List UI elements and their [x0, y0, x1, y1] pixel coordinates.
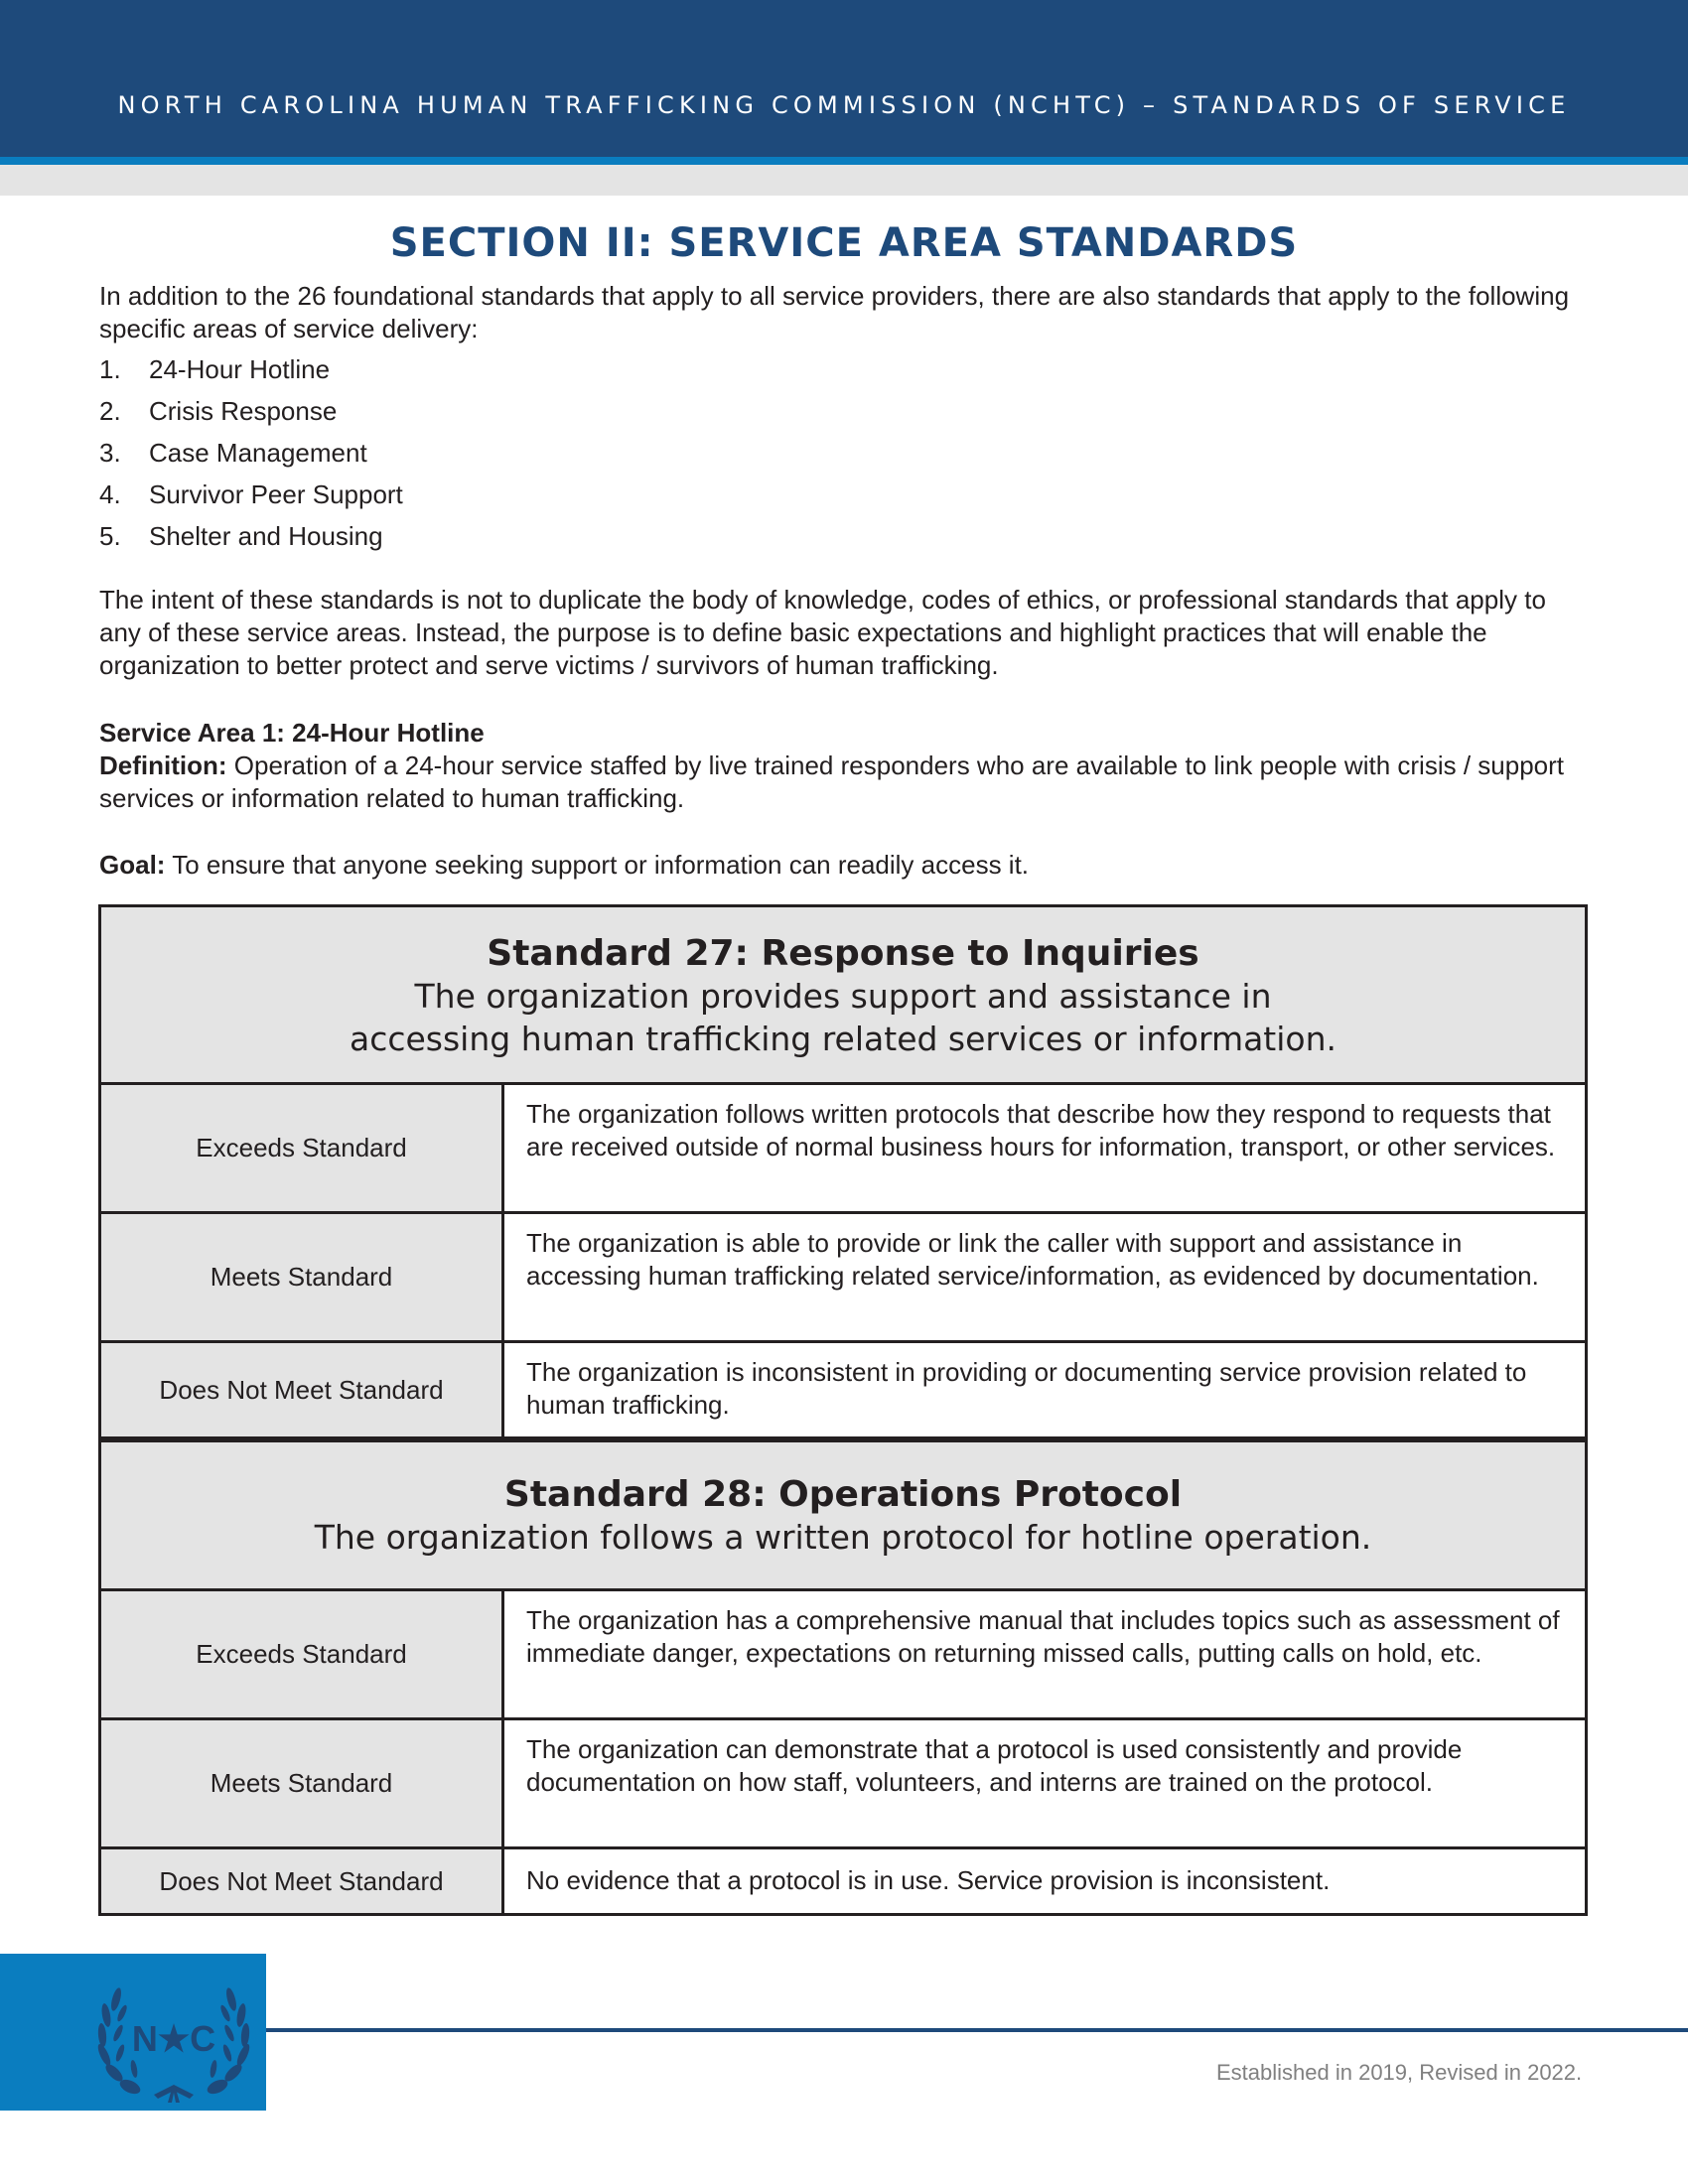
- header-bar: [0, 0, 1688, 157]
- rating-label: Does Not Meet Standard: [101, 1343, 504, 1436]
- service-area-title: Service Area 1: 24-Hour Hotline: [99, 718, 485, 748]
- definition-text: Operation of a 24-hour service staffed by live trained responders who are available to link people with crisis / support services or information related to human trafficking.: [99, 751, 1564, 813]
- rating-label: Meets Standard: [101, 1720, 504, 1846]
- rating-label: Meets Standard: [101, 1214, 504, 1340]
- list-number: 4.: [99, 479, 121, 509]
- table-row: [101, 1720, 1585, 1849]
- goal-label: Goal:: [99, 850, 166, 880]
- intent-paragraph: The intent of these standards is not to duplicate the body of knowledge, codes of ethics, or professional standards that apply to any of these service areas. Instead, the purpose is to define basic expectations and highlight practices that will enable the organization to better protect and serve victims / survivors of human trafficking.: [99, 585, 1546, 680]
- criteria-text: The organization can demonstrate that a protocol is used consistently and provide documentation on how staff, volunteers, and interns are trained on the protocol.: [504, 1720, 1585, 1846]
- intro-paragraph: In addition to the 26 foundational standards that apply to all service providers, there are also standards that apply to the following specific areas of service delivery:: [99, 281, 1570, 343]
- list-item: [99, 520, 894, 562]
- criteria-text: The organization is able to provide or link the caller with support and assistance in accessing human trafficking related service/information, as evidenced by documentation.: [504, 1214, 1585, 1340]
- header-gray-band: [0, 165, 1688, 196]
- rating-label: Exceeds Standard: [101, 1085, 504, 1211]
- goal-text: To ensure that anyone seeking support or information can readily access it.: [165, 850, 1030, 880]
- table-row: [101, 1085, 1585, 1214]
- list-label: Shelter and Housing: [149, 521, 383, 551]
- standard-title: Standard 27: Response to Inquiries: [487, 933, 1199, 974]
- standards-table: [98, 904, 1588, 1916]
- standard-description-line: accessing human trafficking related services or information.: [349, 1020, 1337, 1058]
- section-title: SECTION II: SERVICE AREA STANDARDS: [389, 220, 1299, 266]
- standard-description-line: The organization provides support and assistance in: [414, 977, 1272, 1016]
- footer-divider: [266, 2028, 1688, 2032]
- service-area-list: [99, 353, 894, 562]
- criteria-text: The organization has a comprehensive manual that includes topics such as assessment of immediate danger, expectations on returning missed calls, putting calls on hold, etc.: [504, 1591, 1585, 1717]
- definition-paragraph: [99, 750, 1589, 815]
- list-item: [99, 478, 894, 520]
- goal-paragraph: [99, 849, 1589, 882]
- nc-laurel-wreath-logo-icon: [94, 1985, 253, 2103]
- header-accent-stripe: [0, 157, 1688, 165]
- table-row: [101, 1849, 1585, 1913]
- list-number: 2.: [99, 396, 121, 426]
- list-item: [99, 437, 894, 478]
- standard-title: Standard 28: Operations Protocol: [503, 1474, 1183, 1515]
- definition-label: Definition:: [99, 751, 227, 780]
- list-label: 24-Hour Hotline: [149, 354, 331, 384]
- list-number: 5.: [99, 521, 121, 551]
- standard-description-line: The organization follows a written protocol for hotline operation.: [314, 1518, 1372, 1557]
- list-item: [99, 353, 894, 395]
- footer-established-text: Established in 2019, Revised in 2022.: [1216, 2060, 1583, 2085]
- list-number: 3.: [99, 438, 121, 468]
- table-row: [101, 1343, 1585, 1439]
- criteria-text: No evidence that a protocol is in use. Service provision is inconsistent.: [504, 1849, 1585, 1913]
- list-label: Crisis Response: [149, 396, 338, 426]
- logo-text: N★C: [131, 2018, 216, 2059]
- criteria-text: The organization follows written protocols that describe how they respond to requests that are received outside of normal business hours for information, transport, or other services.: [504, 1085, 1585, 1211]
- list-label: Survivor Peer Support: [149, 479, 403, 509]
- header-title: NORTH CAROLINA HUMAN TRAFFICKING COMMISSION (NCHTC) – STANDARDS OF SERVICE: [117, 91, 1571, 119]
- standard-header: [101, 1439, 1585, 1591]
- rating-label: Does Not Meet Standard: [101, 1849, 504, 1913]
- criteria-text: The organization is inconsistent in providing or documenting service provision related to human trafficking.: [504, 1343, 1585, 1436]
- table-row: [101, 1591, 1585, 1720]
- rating-label: Exceeds Standard: [101, 1591, 504, 1717]
- standard-header: [101, 907, 1585, 1085]
- list-number: 1.: [99, 354, 121, 384]
- list-label: Case Management: [149, 438, 367, 468]
- list-item: [99, 395, 894, 437]
- table-row: [101, 1214, 1585, 1343]
